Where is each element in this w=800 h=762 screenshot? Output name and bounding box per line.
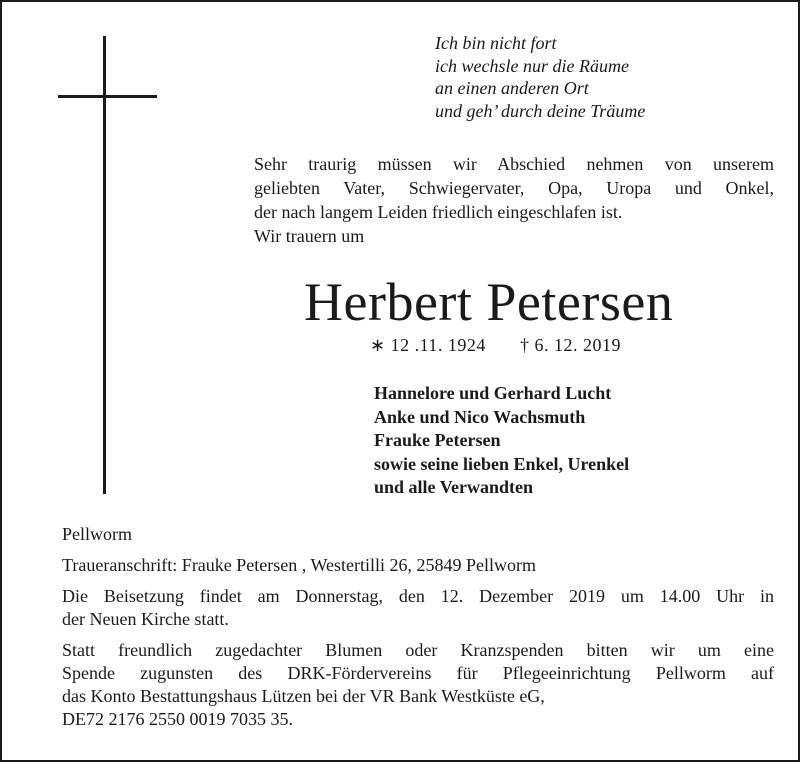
funeral-info bbox=[62, 585, 774, 631]
donation-line: Spende zugunsten des DRK-Fördervereins für Pflegeeinrichtung Pellworm auf bbox=[62, 663, 774, 683]
birth-date: ∗ 12 .11. 1924 bbox=[370, 335, 486, 355]
footer-text bbox=[62, 523, 774, 739]
mourning-address: Traueranschrift: Frauke Petersen , Westertilli 26, 25849 Pellworm bbox=[62, 555, 536, 575]
cross-icon bbox=[103, 36, 106, 494]
intro-line: Wir trauern um bbox=[254, 226, 365, 246]
donation-info bbox=[62, 639, 774, 731]
funeral-line: der Neuen Kirche statt. bbox=[62, 609, 229, 629]
mourner: Frauke Petersen bbox=[374, 430, 501, 450]
poem bbox=[435, 32, 645, 122]
donation-line: das Konto Bestattungshaus Lützen bei der VR Bank Westküste eG, bbox=[62, 686, 545, 706]
mourner: sowie seine lieben Enkel, Urenkel bbox=[374, 453, 630, 474]
place: Pellworm bbox=[62, 524, 132, 544]
mourner: und alle Verwandten bbox=[374, 477, 534, 497]
poem-line: Ich bin nicht fort bbox=[435, 33, 557, 53]
poem-line: an einen anderen Ort bbox=[435, 78, 589, 98]
mourner: Hannelore und Gerhard Lucht bbox=[374, 383, 612, 403]
mourner: Anke und Nico Wachsmuth bbox=[374, 406, 586, 427]
funeral-line: Die Beisetzung findet am Donnerstag, den 12. Dezember 2019 um 14.00 Uhr in bbox=[62, 586, 774, 606]
donation-line: DE72 2176 2550 0019 7035 35. bbox=[62, 709, 293, 729]
death-date: † 6. 12. 2019 bbox=[520, 335, 621, 355]
intro-line: geliebten Vater, Schwiegervater, Opa, Uropa und Onkel, bbox=[254, 178, 774, 198]
intro-text bbox=[254, 152, 774, 248]
deceased-name: Herbert Petersen bbox=[304, 272, 674, 332]
intro-line: Sehr traurig müssen wir Abschied nehmen von unserem bbox=[254, 154, 774, 174]
poem-line: ich wechsle nur die Räume bbox=[435, 55, 629, 76]
mourners-list bbox=[374, 382, 629, 500]
cross-icon-bar bbox=[58, 95, 157, 98]
donation-line: Statt freundlich zugedachter Blumen oder Kranzspenden bitten wir um eine bbox=[62, 640, 774, 660]
poem-line: und geh’ durch deine Träume bbox=[435, 100, 646, 121]
intro-line: der nach langem Leiden friedlich eingeschlafen ist. bbox=[254, 202, 623, 222]
